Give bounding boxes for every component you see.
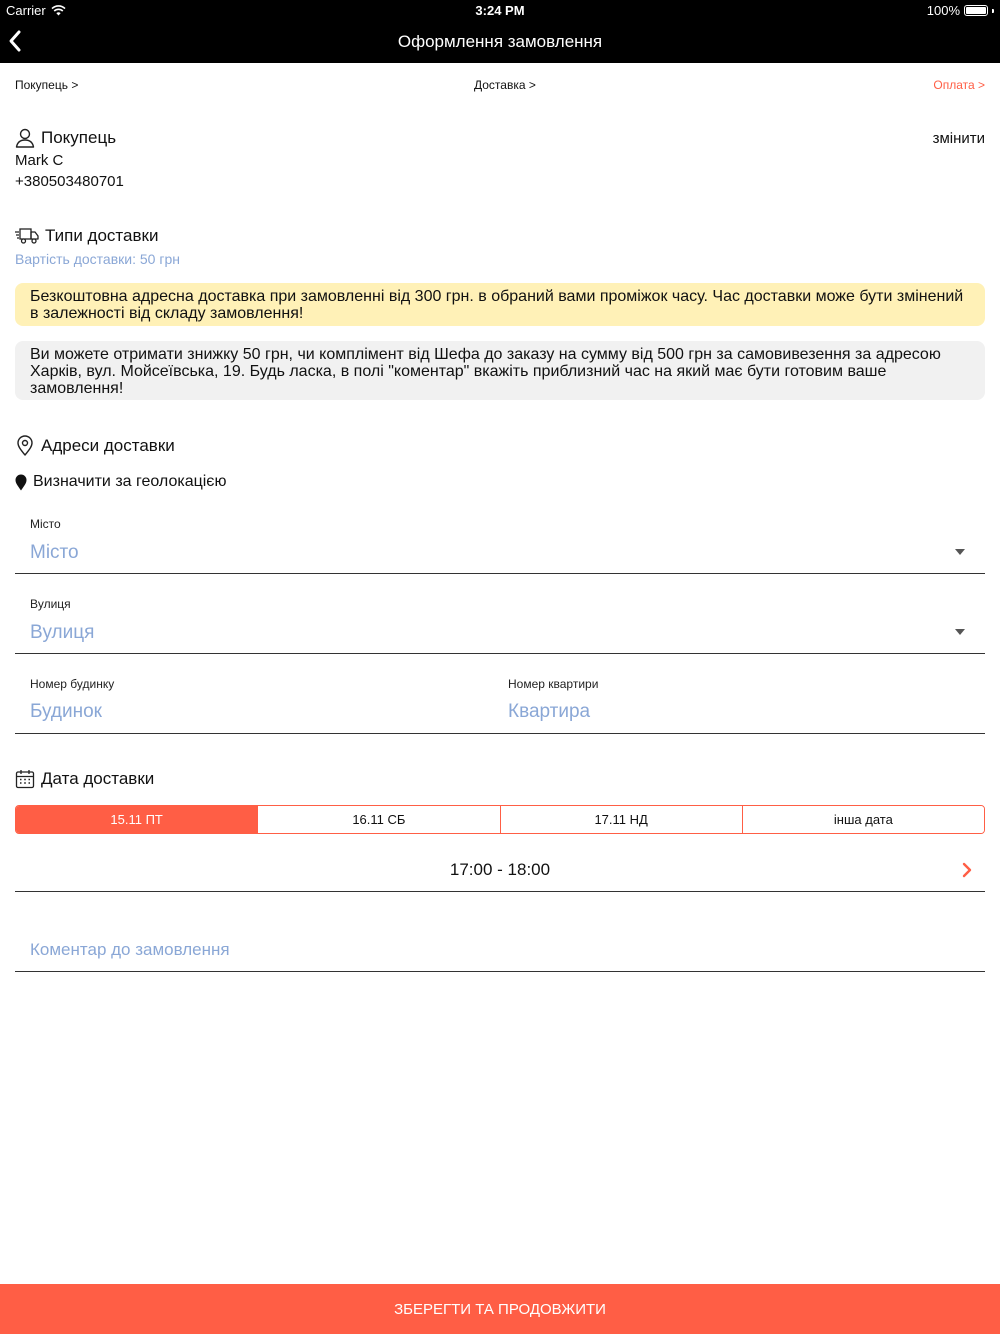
status-bar [0,0,1000,20]
geolocate-label: Визначити за геолокацією [33,473,227,490]
address-heading: Адреси доставки [41,435,175,455]
page-title: Оформлення замовлення [397,32,603,51]
checkout-steps [15,78,985,94]
order-comment-placeholder: Коментар до замовлення [30,940,230,959]
map-pin-outline-icon [15,435,35,456]
house-placeholder: Будинок [30,701,102,722]
edit-buyer-link[interactable]: змінити [932,130,985,147]
chevron-down-icon [955,629,965,635]
battery-icon [964,5,988,16]
save-and-continue-button[interactable]: ЗБЕРЕГТИ ТА ПРОДОВЖИТИ [0,1284,1000,1334]
delivery-truck-icon [15,227,39,245]
date-option-other[interactable]: інша дата [742,806,984,833]
apartment-label: Номер квартири [508,677,599,691]
city-placeholder: Місто [30,542,79,563]
city-label: Місто [30,517,61,531]
delivery-types-header [15,226,158,246]
chevron-down-icon [955,549,965,555]
street-select[interactable] [15,586,985,654]
date-option[interactable]: 15.11 ПТ [16,806,257,833]
pickup-discount-notice-text: Ви можете отримати знижку 50 грн, чи комплімент від Шефа до заказу на сумму від 500 грн за самовивезення за адресою Харків, вул. Мойсеївська, 19. Будь ласка, в полі "коментар" вкажіть приблизний час на який має бути готовим ваше замовлення! [30,346,941,397]
street-label: Вулиця [30,597,71,611]
time-slot-selector[interactable] [15,849,985,892]
delivery-date-heading: Дата доставки [41,769,155,788]
chevron-right-icon [961,861,973,879]
battery-fill [966,7,986,14]
free-delivery-notice-text: Безкоштовна адресна доставка при замовленні від 300 грн. в обраний вами проміжок часу. Час доставки може бути змінений в залежності від складу замовлення! [30,288,964,322]
apartment-field[interactable] [493,666,985,734]
delivery-date-header [15,769,154,789]
house-label: Номер будинку [30,677,115,691]
calendar-icon [15,769,35,789]
clock: 3:24 PM [475,3,525,18]
date-option[interactable]: 17.11 НД [500,806,742,833]
geolocate-button[interactable] [15,473,226,491]
battery-tip [992,9,994,13]
map-pin-icon [15,474,27,491]
delivery-cost: Вартість доставки: 50 грн [15,251,180,267]
time-slot-value: 17:00 - 18:00 [449,860,551,879]
apartment-placeholder: Квартира [508,701,591,722]
street-placeholder: Вулиця [30,622,95,643]
order-comment-field[interactable] [15,928,985,972]
buyer-section-header [15,128,116,148]
navigation-bar [0,20,1000,63]
carrier-label: Carrier [6,3,46,18]
pickup-discount-notice [15,341,985,400]
step-payment[interactable]: Оплата > [933,78,985,92]
buyer-name: Mark C [15,152,64,169]
user-icon [15,128,35,148]
buyer-heading: Покупець [41,128,117,147]
address-section-header [15,435,175,456]
house-apartment-row [15,666,985,734]
battery-indicator [927,3,994,18]
house-field[interactable] [15,666,493,734]
city-select[interactable] [15,506,985,574]
free-delivery-notice [15,283,985,326]
delivery-types-heading: Типи доставки [45,226,159,245]
date-option[interactable]: 16.11 СБ [257,806,499,833]
date-selector [15,805,985,834]
buyer-phone: +380503480701 [15,173,124,190]
step-buyer[interactable]: Покупець > [15,78,79,92]
battery-percent: 100% [926,3,960,18]
step-delivery[interactable]: Доставка > [474,78,536,92]
